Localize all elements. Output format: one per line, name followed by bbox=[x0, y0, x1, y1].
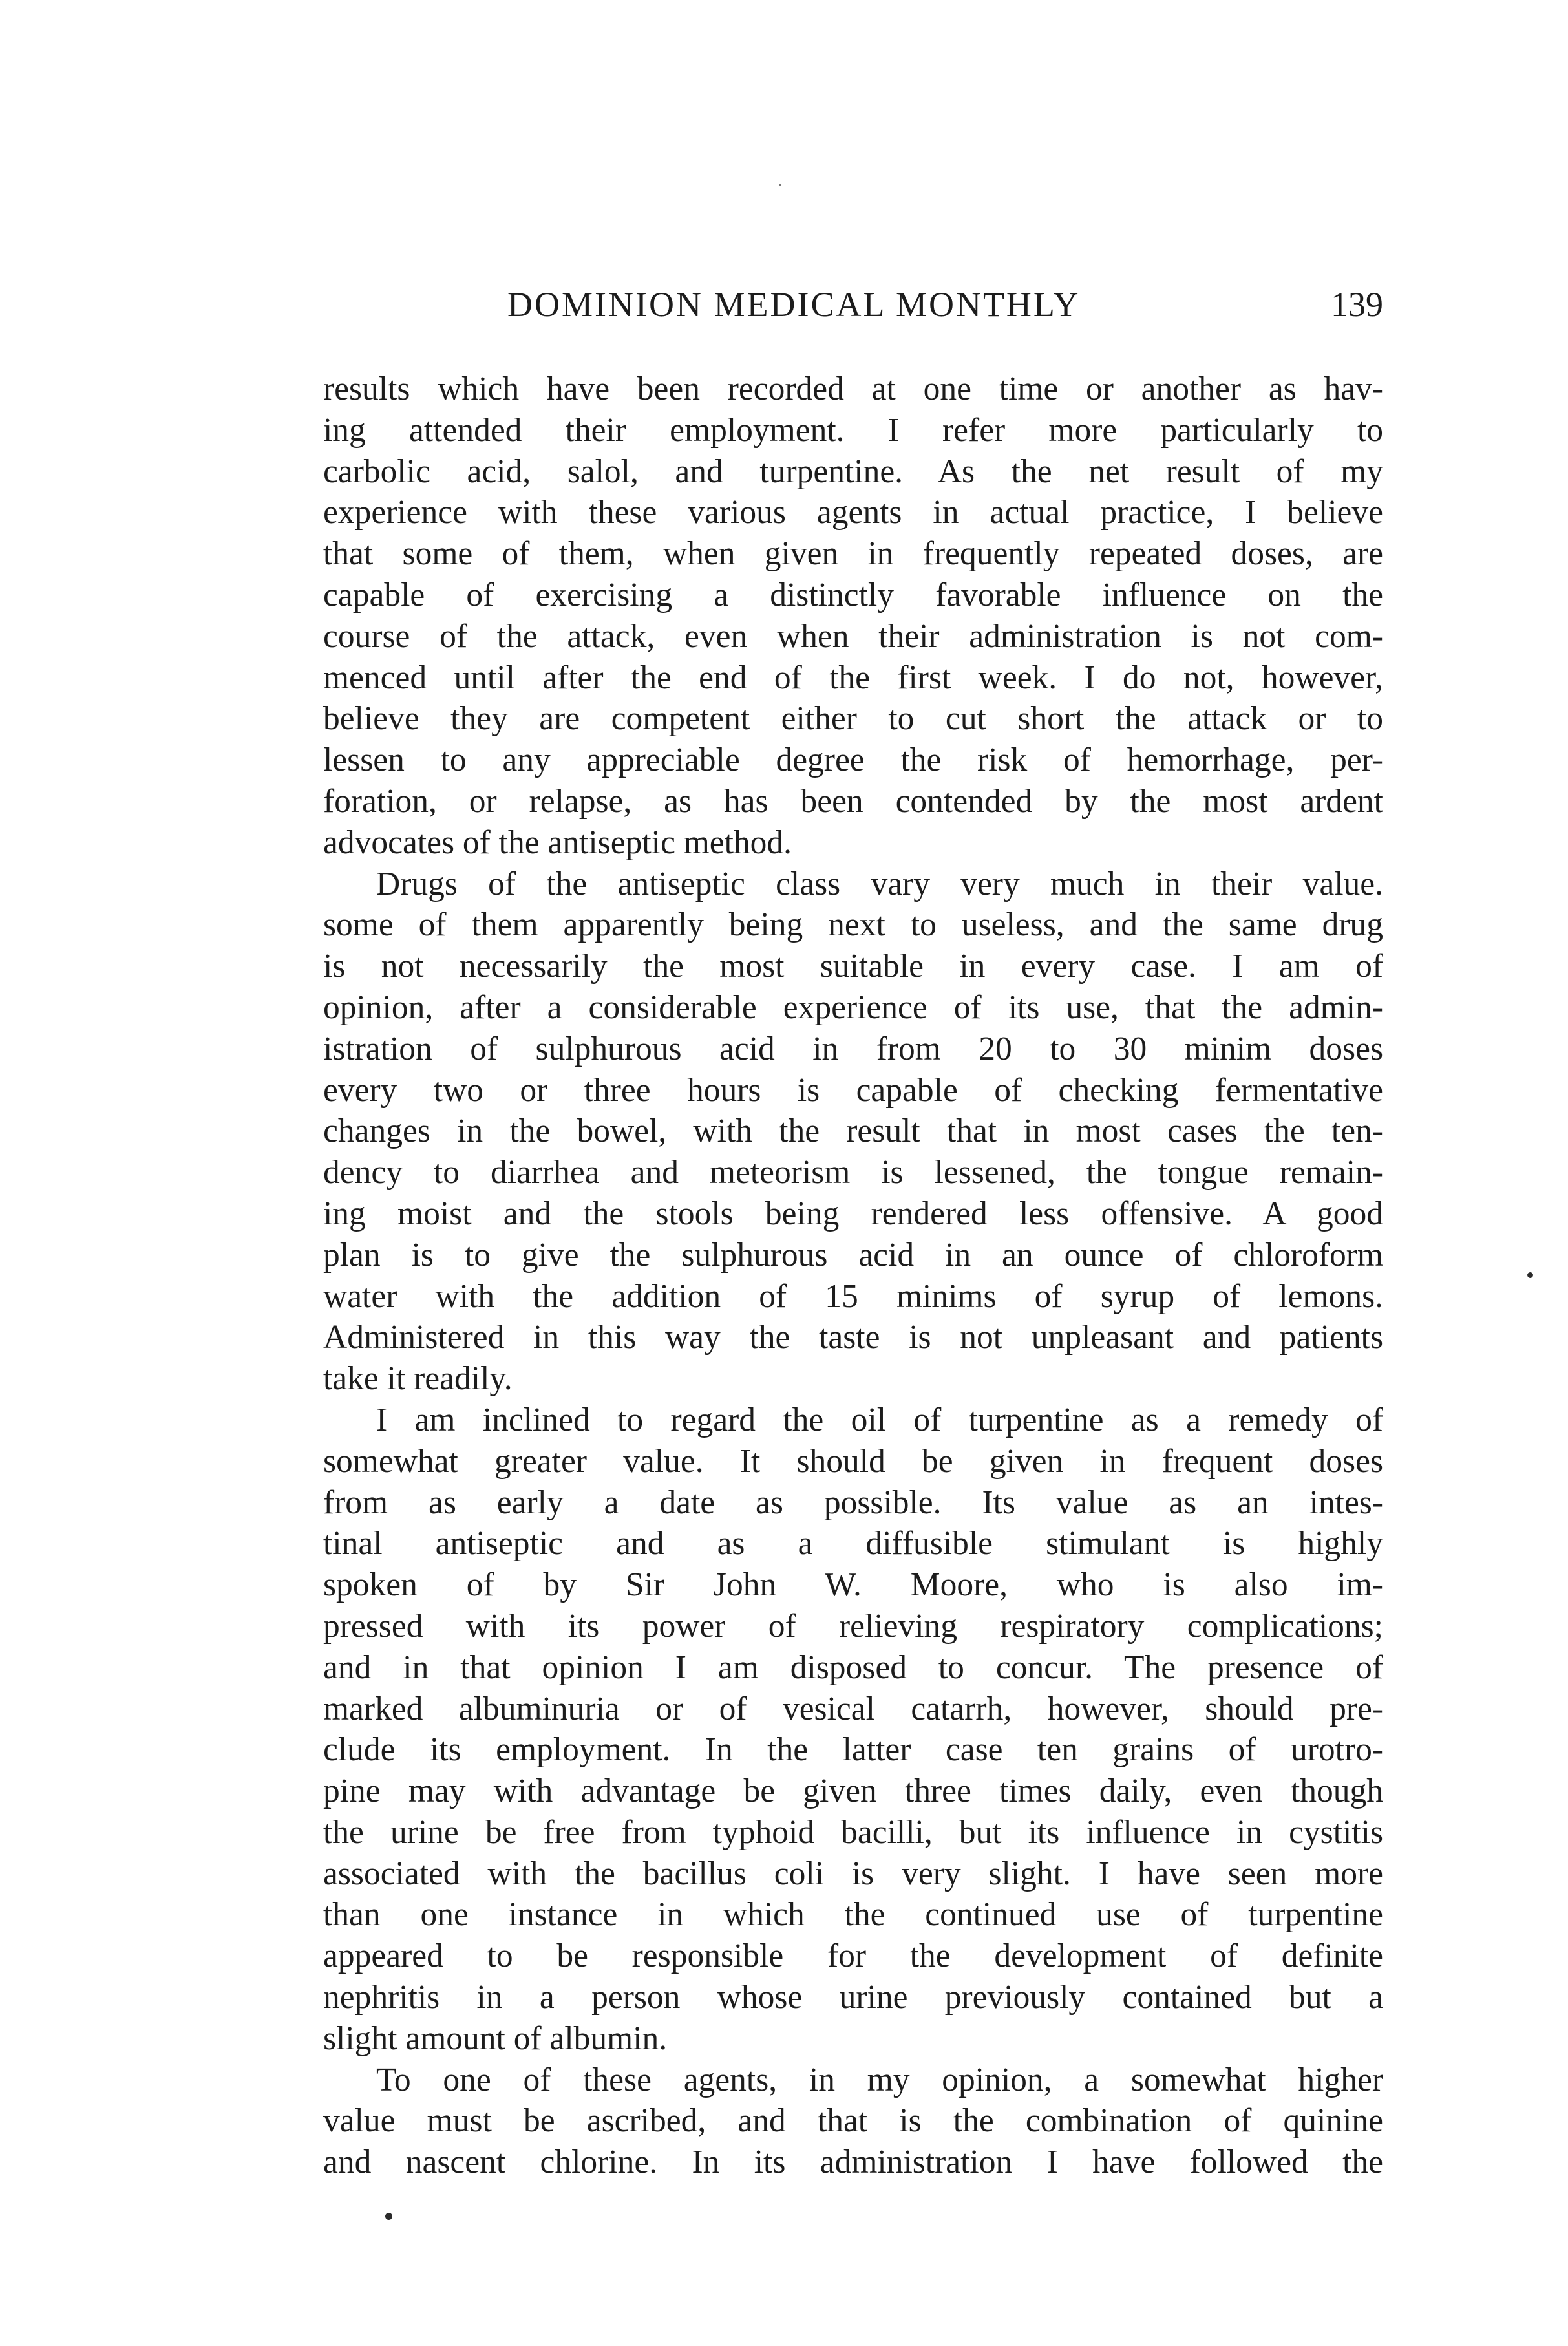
text-line: foration, or relapse, as has been contended by the most ardent bbox=[323, 782, 1383, 820]
text-line: istration of sulphurous acid in from 20 to 30 minim doses bbox=[323, 1030, 1383, 1067]
text-line: every two or three hours is capable of checking fermentative bbox=[323, 1071, 1383, 1109]
text-line: is not necessarily the most suitable in every case. I am of bbox=[323, 948, 1383, 985]
text-line: somewhat greater value. It should be given in frequent doses bbox=[323, 1442, 1383, 1480]
text-line: changes in the bowel, with the result that in most cases the ten- bbox=[323, 1113, 1383, 1150]
text-line: carbolic acid, salol, and turpentine. As the net result of my bbox=[323, 453, 1383, 490]
text-line: spoken of by Sir John W. Moore, who is also im- bbox=[323, 1566, 1383, 1604]
text-line: marked albuminuria or of vesical catarrh, however, should pre- bbox=[323, 1690, 1383, 1727]
text-line: ing attended their employment. I refer more particularly to bbox=[323, 411, 1383, 449]
text-line: ing moist and the stools being rendered less offensive. A good bbox=[323, 1195, 1383, 1232]
text-line: I am inclined to regard the oil of turpentine as a remedy of bbox=[376, 1401, 1383, 1438]
text-line: slight amount of albumin. bbox=[323, 2020, 668, 2057]
text-line: course of the attack, even when their administration is not com- bbox=[323, 617, 1383, 655]
text-line: some of them apparently being next to useless, and the same drug bbox=[323, 906, 1383, 944]
text-line: pine may with advantage be given three times daily, even though bbox=[323, 1773, 1383, 1810]
text-line: clude its employment. In the latter case ten grains of urotro- bbox=[323, 1731, 1383, 1769]
print-speck bbox=[1527, 1272, 1533, 1278]
text-line: To one of these agents, in my opinion, a somewhat higher bbox=[376, 2061, 1383, 2098]
print-speck bbox=[385, 2213, 392, 2220]
text-line: and in that opinion I am disposed to concur. The presence of bbox=[323, 1648, 1383, 1686]
text-line: results which have been recorded at one time or another as hav- bbox=[323, 370, 1383, 407]
paragraph bbox=[323, 2060, 1383, 2183]
text-line: nephritis in a person whose urine previously contained but a bbox=[323, 1979, 1383, 2016]
text-line: from as early a date as possible. Its value as an intes- bbox=[323, 1484, 1383, 1521]
text-line: that some of them, when given in frequently repeated doses, are bbox=[323, 535, 1383, 573]
page-number: 139 bbox=[1331, 285, 1383, 324]
text-line: tinal antiseptic and as a diffusible stimulant is highly bbox=[323, 1525, 1383, 1562]
text-line: water with the addition of 15 minims of syrup of lemons. bbox=[323, 1277, 1383, 1315]
text-line: dency to diarrhea and meteorism is lessened, the tongue remain- bbox=[323, 1154, 1383, 1191]
text-line: value must be ascribed, and that is the combination of quinine bbox=[323, 2102, 1383, 2140]
paragraph bbox=[323, 1400, 1383, 2060]
paragraph bbox=[323, 864, 1383, 1400]
text-line: and nascent chlorine. In its administration I have followed the bbox=[323, 2144, 1383, 2181]
running-head bbox=[323, 284, 1383, 336]
text-line: the urine be free from typhoid bacilli, but its influence in cystitis bbox=[323, 1813, 1383, 1851]
text-line: take it readily. bbox=[323, 1360, 513, 1398]
text-line: pressed with its power of relieving respiratory complications; bbox=[323, 1607, 1383, 1645]
body-text bbox=[323, 368, 1383, 2183]
text-line: Drugs of the antiseptic class vary very much in their value. bbox=[376, 865, 1383, 902]
paragraph bbox=[323, 368, 1383, 864]
text-line: appeared to be responsible for the development of definite bbox=[323, 1937, 1383, 1975]
text-line: menced until after the end of the first week. I do not, however, bbox=[323, 659, 1383, 696]
text-line: plan is to give the sulphurous acid in an ounce of chloroform bbox=[323, 1236, 1383, 1274]
text-line: Administered in this way the taste is not unpleasant and patients bbox=[323, 1319, 1383, 1356]
text-line: experience with these various agents in actual practice, I believe bbox=[323, 494, 1383, 531]
text-line: capable of exercising a distinctly favorable influence on the bbox=[323, 576, 1383, 613]
journal-title: DOMINION MEDICAL MONTHLY bbox=[507, 285, 1081, 324]
text-line: believe they are competent either to cut short the attack or to bbox=[323, 700, 1383, 738]
text-line: opinion, after a considerable experience of its use, that the admin- bbox=[323, 988, 1383, 1026]
text-line: associated with the bacillus coli is very slight. I have seen more bbox=[323, 1855, 1383, 1892]
text-line: lessen to any appreciable degree the risk of hemorrhage, per- bbox=[323, 741, 1383, 779]
text-line: advocates of the antiseptic method. bbox=[323, 824, 792, 861]
print-speck bbox=[779, 184, 781, 186]
text-line: than one instance in which the continued use of turpentine bbox=[323, 1896, 1383, 1934]
